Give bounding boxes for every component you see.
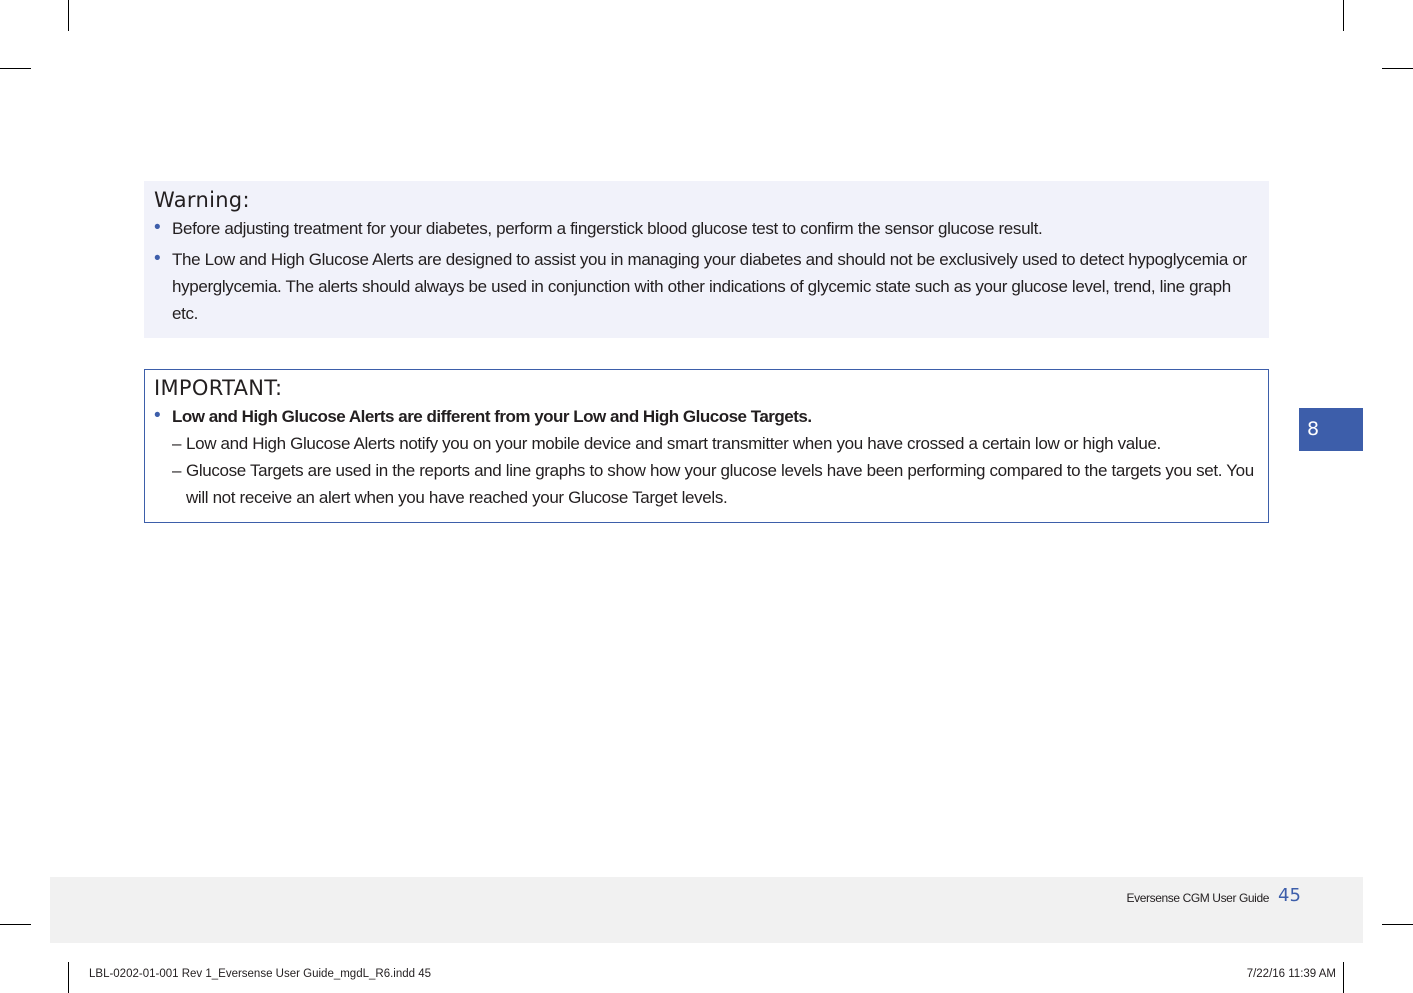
print-slug-timestamp: 7/22/16 11:39 AM [1246,968,1336,980]
warning-bullet-1 [154,215,1259,242]
warning-bullet-text: The Low and High Glucose Alerts are designed to assist you in managing your diabetes and should not be exclusively used to detect hypoglycemia or hyperglycemia. The alerts should always be used in conjunction with other indications of glycemic state such as your glucose level, trend, line graph etc. [172,250,1247,323]
crop-mark-bottom-right [1343,962,1344,993]
warning-title: Warning: [154,188,250,212]
footer-page-number: 45 [1278,885,1301,906]
crop-mark-bottom-left-h [0,924,31,925]
important-subitem-1 [154,430,1258,457]
crop-mark-bottom-left [68,962,69,993]
bullet-dot-icon: • [154,217,161,238]
important-subitem-text: Glucose Targets are used in the reports and line graphs to show how your glucose levels have been performing compared to the targets you set. You will not receive an alert when you have reached your Glucose Target levels. [186,461,1254,507]
chapter-tab: 8 [1299,408,1363,451]
important-subitem-text: Low and High Glucose Alerts notify you on your mobile device and smart transmitter when you have crossed a certain low or high value. [186,434,1161,453]
important-subitem-2 [154,457,1258,511]
footer-band [50,877,1363,943]
crop-mark-top-right [1343,0,1344,31]
important-title: IMPORTANT: [154,376,283,400]
bullet-dot-icon: • [154,405,161,426]
bullet-dot-icon: • [154,248,161,269]
print-slug-file: LBL-0202-01-001 Rev 1_Eversense User Guide_mgdL_R6.indd 45 [89,968,432,980]
dash-icon: – [172,434,182,453]
crop-mark-top-left-h [0,68,31,69]
footer-guide-title: Eversense CGM User Guide [1126,891,1269,905]
warning-bullet-2 [154,246,1259,327]
important-box [144,369,1269,523]
crop-mark-top-left [68,0,69,31]
crop-mark-bottom-right-h [1382,924,1413,925]
crop-mark-top-right-h [1382,68,1413,69]
dash-icon: – [172,461,182,480]
important-bullet [154,403,1258,430]
warning-box [144,181,1269,338]
important-bullet-text: Low and High Glucose Alerts are different from your Low and High Glucose Targets. [172,407,812,426]
warning-bullet-text: Before adjusting treatment for your diabetes, perform a fingerstick blood glucose test to confirm the sensor glucose result. [172,219,1043,238]
